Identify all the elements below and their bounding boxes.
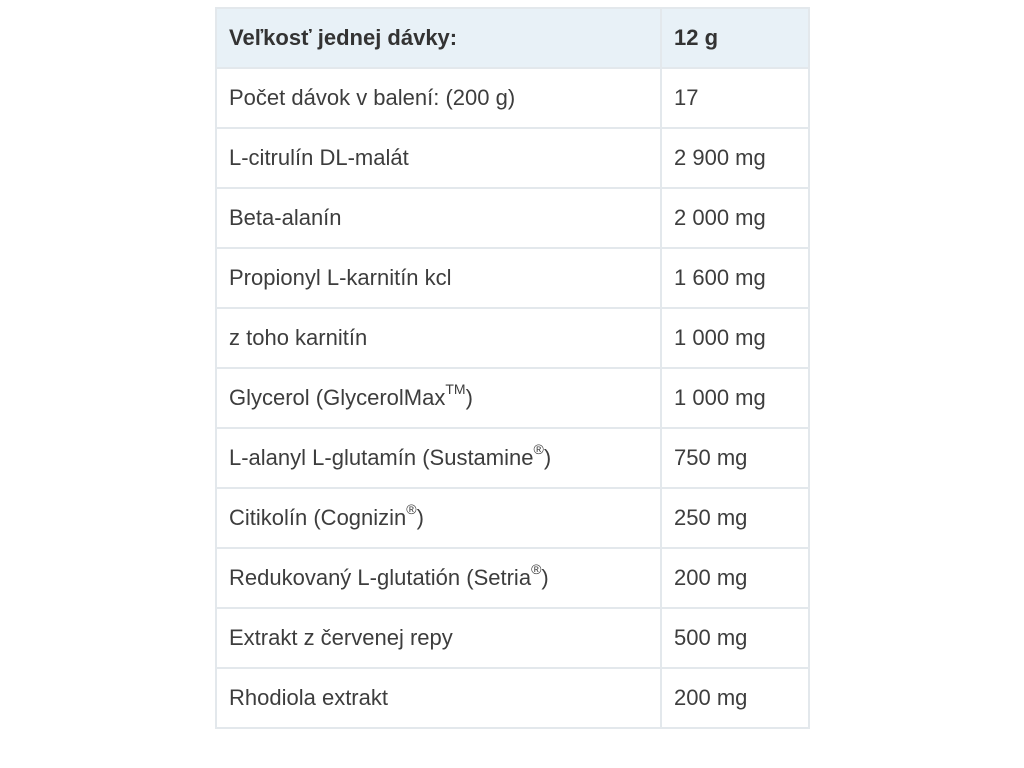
table-row <box>216 668 809 728</box>
ingredient-amount: 17 <box>661 68 809 128</box>
ingredient-amount: 500 mg <box>661 608 809 668</box>
ingredient-name-suffix: ) <box>543 445 552 470</box>
ingredient-name: Počet dávok v balení: (200 g) <box>216 68 661 128</box>
table-row <box>216 488 809 548</box>
table-row <box>216 368 809 428</box>
ingredient-name <box>216 488 661 548</box>
table-row <box>216 68 809 128</box>
table-row <box>216 548 809 608</box>
serving-size-value: 12 g <box>661 8 809 68</box>
ingredient-amount: 1 600 mg <box>661 248 809 308</box>
ingredient-name: Rhodiola extrakt <box>216 668 661 728</box>
ingredient-name-text: L-alanyl L-glutamín (Sustamine <box>229 445 534 470</box>
serving-size-label: Veľkosť jednej dávky: <box>216 8 661 68</box>
nutrition-table <box>215 7 810 729</box>
ingredient-amount: 2 900 mg <box>661 128 809 188</box>
ingredient-name: Propionyl L-karnitín kcl <box>216 248 661 308</box>
table-row <box>216 308 809 368</box>
ingredient-name <box>216 368 661 428</box>
ingredient-name: z toho karnitín <box>216 308 661 368</box>
ingredient-name-text: Glycerol (GlycerolMax <box>229 385 446 410</box>
registered-mark: ® <box>531 560 542 577</box>
table-header-row <box>216 8 809 68</box>
ingredient-amount: 1 000 mg <box>661 368 809 428</box>
registered-mark: ® <box>533 440 544 457</box>
nutrition-table-container <box>215 7 808 729</box>
table-row <box>216 128 809 188</box>
trademark-mark: TM <box>445 380 466 397</box>
table-row <box>216 188 809 248</box>
ingredient-amount: 200 mg <box>661 548 809 608</box>
table-row <box>216 608 809 668</box>
ingredient-name: Extrakt z červenej repy <box>216 608 661 668</box>
table-row <box>216 428 809 488</box>
ingredient-amount: 2 000 mg <box>661 188 809 248</box>
ingredient-name-text: Redukovaný L-glutatión (Setria <box>229 565 532 590</box>
ingredient-amount: 1 000 mg <box>661 308 809 368</box>
ingredient-name-suffix: ) <box>465 385 473 410</box>
ingredient-amount: 250 mg <box>661 488 809 548</box>
ingredient-name-text: Citikolín (Cognizin <box>229 505 407 530</box>
ingredient-amount: 750 mg <box>661 428 809 488</box>
table-row <box>216 248 809 308</box>
ingredient-name <box>216 548 661 608</box>
ingredient-name <box>216 428 661 488</box>
ingredient-name-suffix: ) <box>416 505 424 530</box>
ingredient-amount: 200 mg <box>661 668 809 728</box>
ingredient-name-suffix: ) <box>541 565 549 590</box>
ingredient-name: L-citrulín DL-malát <box>216 128 661 188</box>
ingredient-name: Beta-alanín <box>216 188 661 248</box>
registered-mark: ® <box>406 500 417 517</box>
